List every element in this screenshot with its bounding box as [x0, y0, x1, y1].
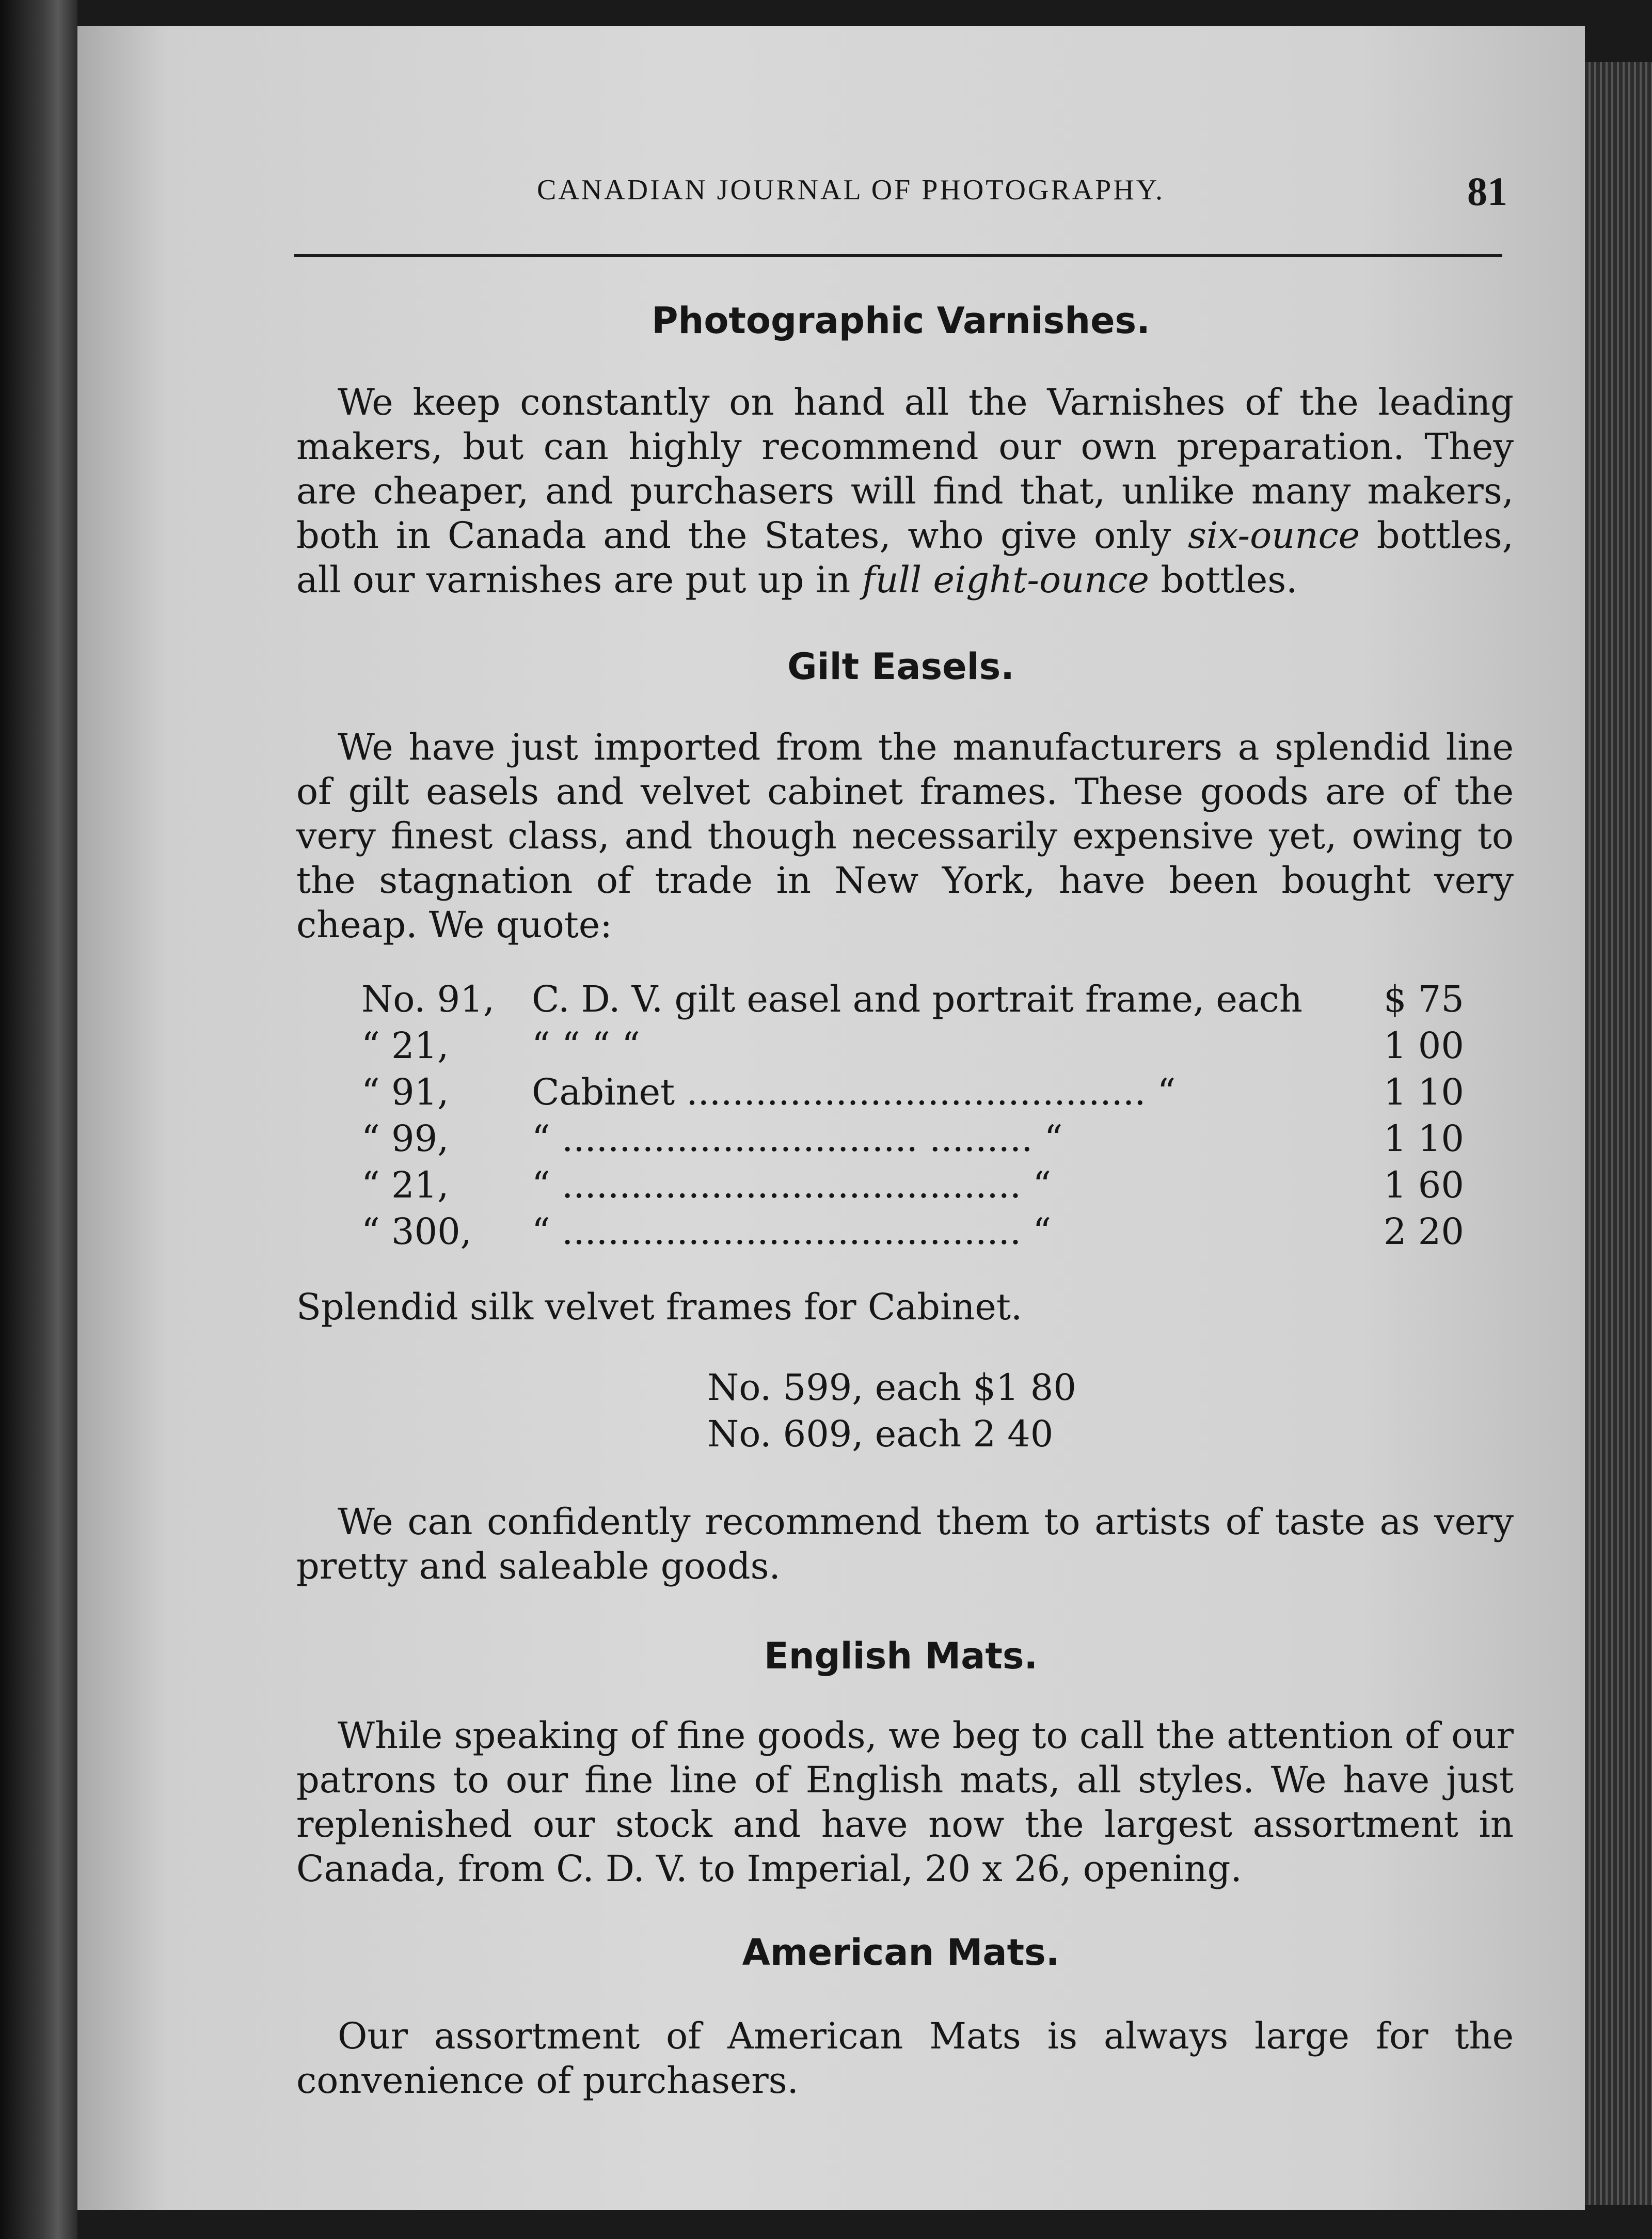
item-number: “ 300,	[361, 1210, 472, 1253]
item-description: Cabinet ........................................ “	[532, 1071, 1176, 1113]
varnishes-text-3: bottles.	[1149, 559, 1298, 601]
item-number: No. 91,	[361, 978, 495, 1020]
item-number: “ 99,	[361, 1117, 449, 1160]
price-list-row	[361, 1024, 1476, 1068]
item-description: “ ............................... ......... “	[532, 1117, 1063, 1160]
price-list-row	[361, 1164, 1476, 1207]
item-price: 2 20	[1384, 1210, 1464, 1253]
item-price: 1 00	[1384, 1024, 1464, 1067]
price-list-row	[361, 1210, 1476, 1254]
american-mats-paragraph: Our assortment of American Mats is always large for the convenience of purchasers.	[296, 2015, 1514, 2102]
heading-gilt-easels: Gilt Easels.	[787, 645, 1014, 688]
book-spine	[0, 0, 77, 2239]
silk-frames-line: Splendid silk velvet frames for Cabinet.	[296, 1286, 1023, 1328]
heading-english-mats: English Mats.	[764, 1635, 1038, 1677]
item-price: 1 60	[1384, 1164, 1464, 1206]
item-price: 1 10	[1384, 1071, 1464, 1113]
item-number: “ 91,	[361, 1071, 449, 1113]
heading-american-mats: American Mats.	[742, 1931, 1060, 1974]
item-number: “ 21,	[361, 1164, 449, 1206]
item-price: 1 10	[1384, 1117, 1464, 1160]
english-mats-paragraph: While speaking of fine goods, we beg to call the attention of our patrons to our fine line of English mats, all styles. We have just replenished our stock and have now the largest assortment in Canada, from C. D. V. to Imperial, 20 x 26, opening.	[296, 1714, 1514, 1890]
item-description: C. D. V. gilt easel and portrait frame, each	[532, 978, 1302, 1020]
heading-photographic-varnishes: Photographic Varnishes.	[652, 299, 1150, 342]
varnishes-italic-six-ounce: six-ounce	[1187, 514, 1360, 557]
easels-intro-paragraph: We have just imported from the manufacturers a splendid line of gilt easels and velvet cabinet frames. These goods are of the very finest class, and though necessarily expensive yet, owing to the stagnation of trade in New York, have been bought very cheap. We quote:	[296, 726, 1514, 946]
item-description: “ ........................................ “	[532, 1164, 1052, 1206]
price-list-row	[361, 1071, 1476, 1114]
silk-frame-item: No. 609, each 2 40	[707, 1413, 1054, 1455]
price-list-row	[361, 1117, 1476, 1161]
varnishes-text-1: We keep constantly on hand all the Varnishes of the leading makers, but can highly recommend our own preparation. They are cheaper, and purchasers will find that, unlike many makers, both in Canada and the States, who give only	[296, 381, 1514, 557]
varnishes-paragraph	[296, 380, 1514, 602]
varnishes-italic-eight-ounce: full eight-ounce	[862, 559, 1149, 601]
item-price: $ 75	[1384, 978, 1464, 1020]
header-rule	[294, 254, 1502, 257]
item-number: “ 21,	[361, 1024, 449, 1067]
varnishes-text-2: bottles, all our varnishes are put up in	[296, 514, 1514, 601]
easels-closing-paragraph: We can confidently recommend them to artists of taste as very pretty and saleable goods.	[296, 1501, 1514, 1587]
running-title: CANADIAN JOURNAL OF PHOTOGRAPHY.	[537, 174, 1165, 206]
page-header	[537, 169, 1507, 220]
page-edges	[1585, 62, 1652, 2205]
page-number: 81	[1467, 169, 1507, 214]
item-description: “ “ “ “	[532, 1024, 640, 1067]
item-description: “ ........................................ “	[532, 1210, 1052, 1253]
price-list-row	[361, 978, 1476, 1021]
silk-frame-item: No. 599, each $1 80	[707, 1366, 1076, 1409]
